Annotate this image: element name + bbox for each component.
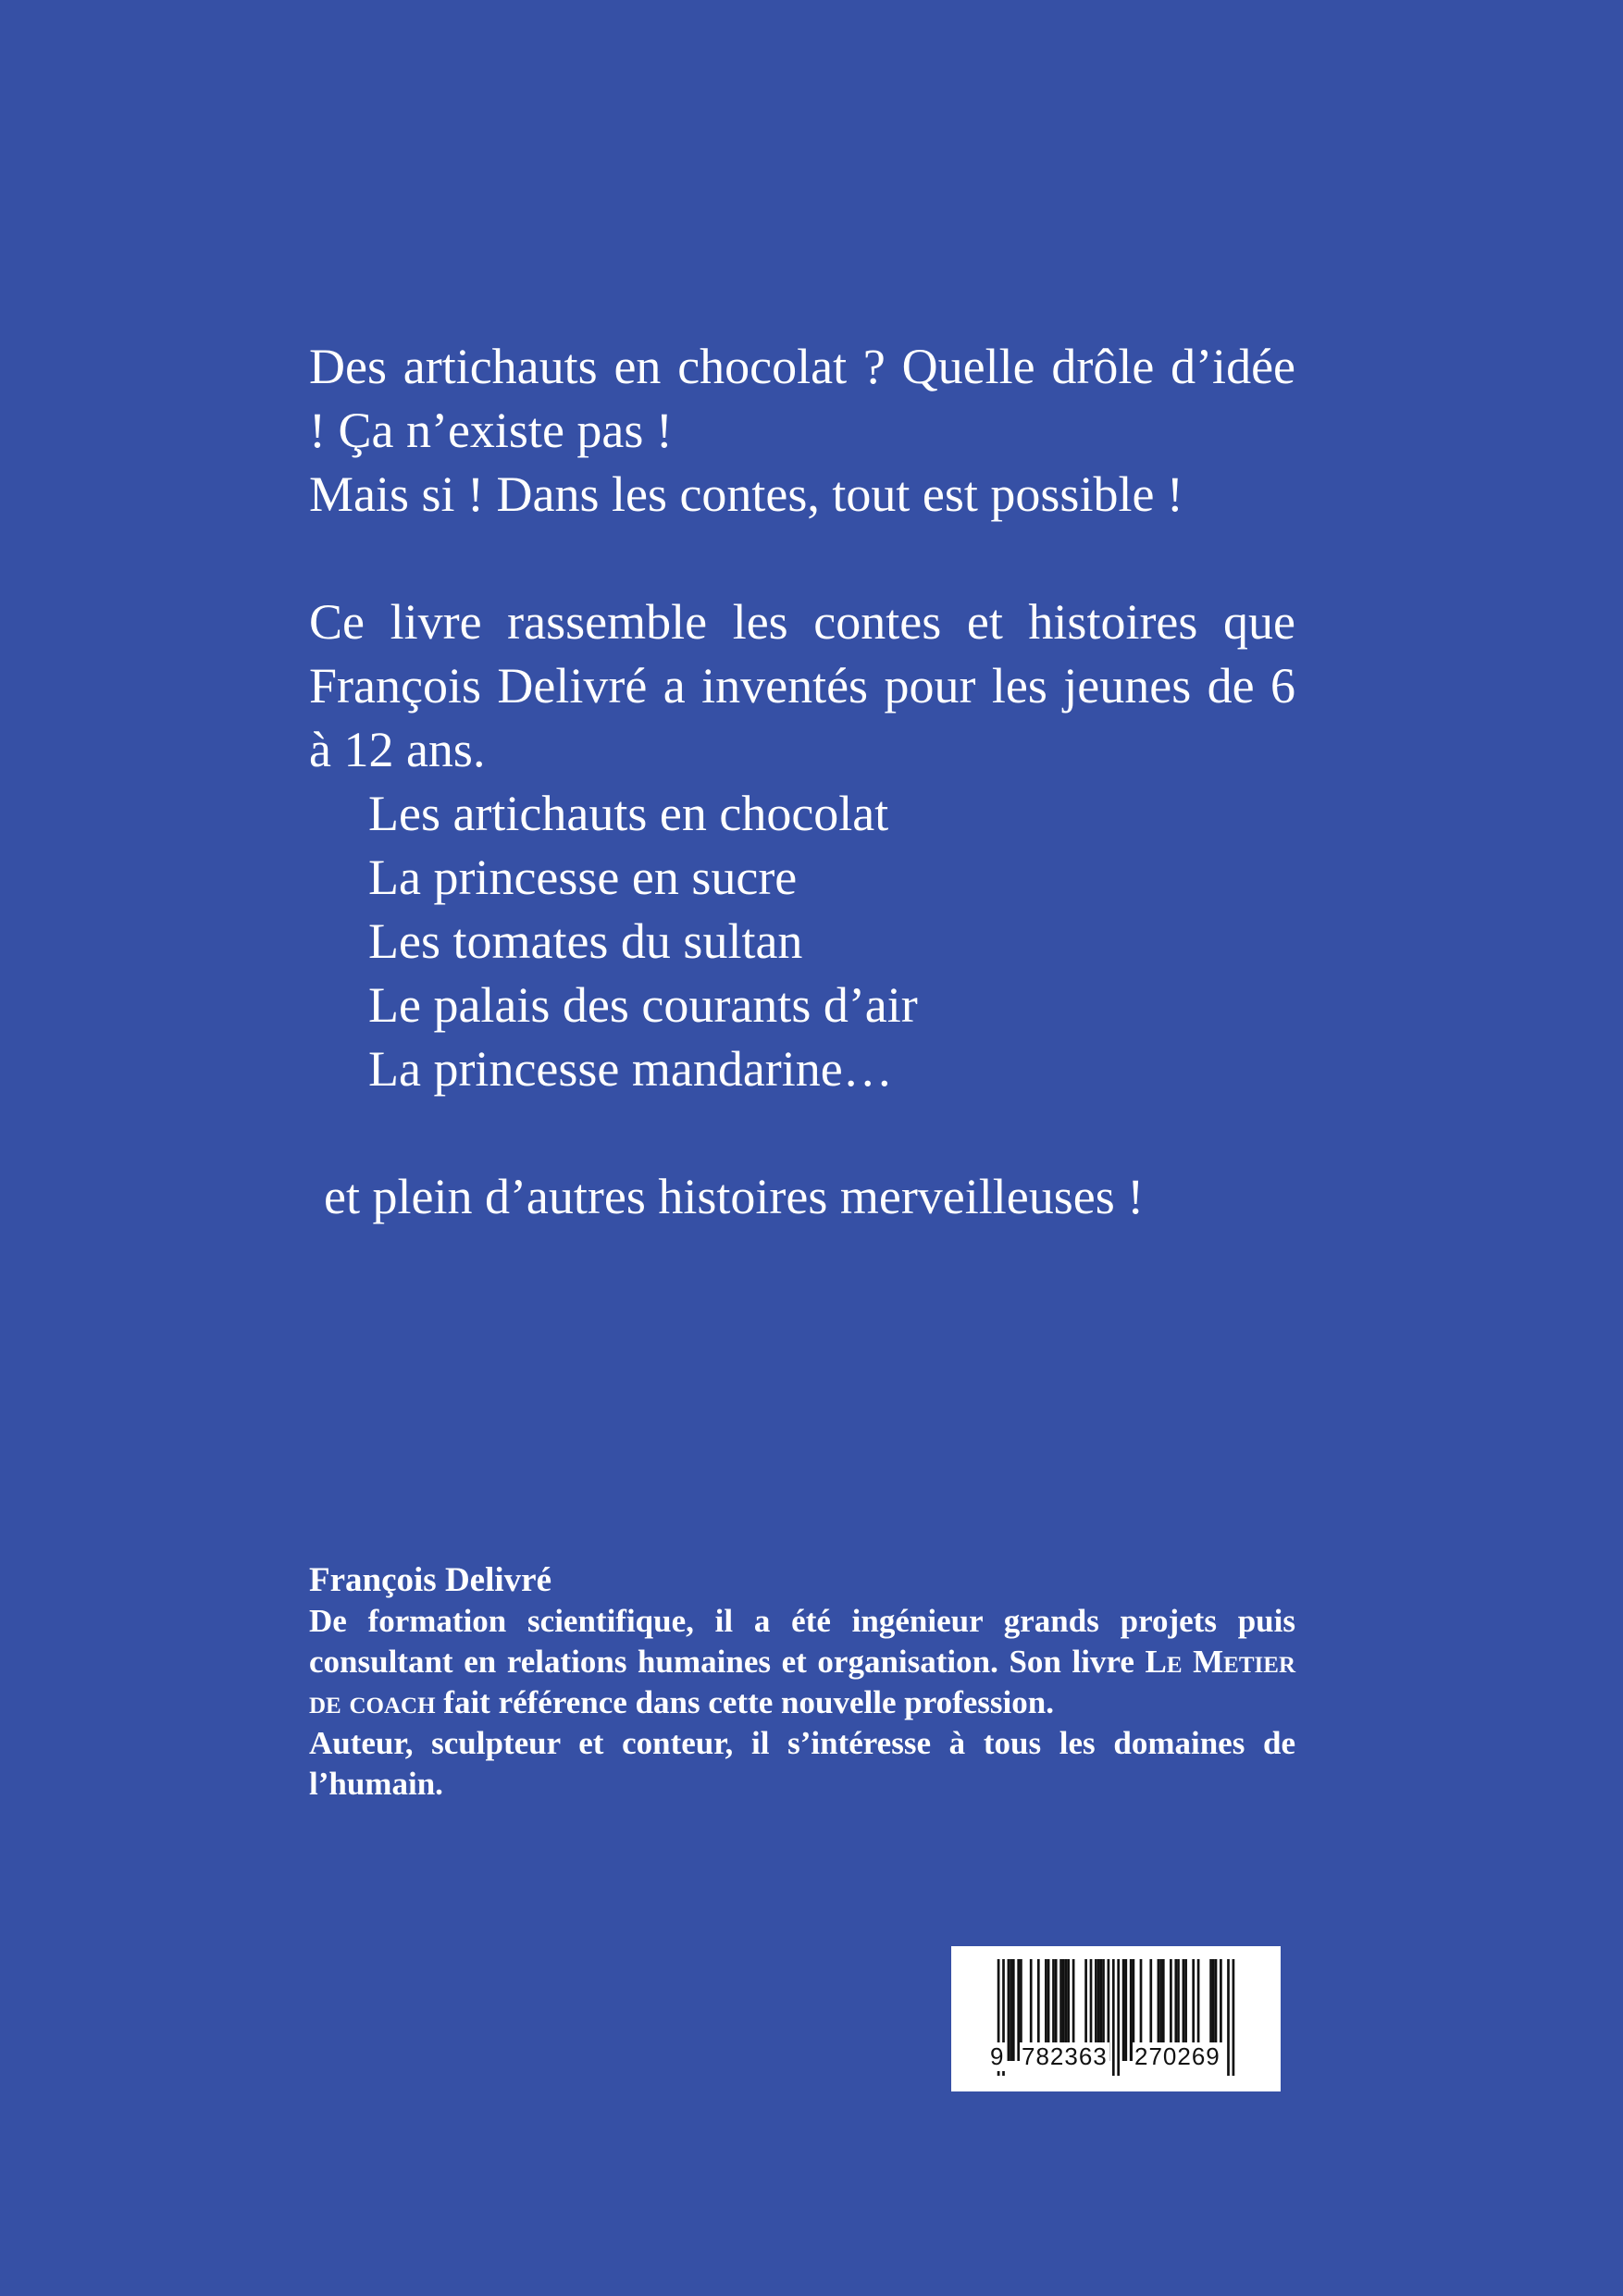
story-title: La princesse en sucre xyxy=(368,850,798,905)
author-bio xyxy=(309,1560,1295,1805)
blurb-collection: Ce livre rassemble les contes et histoires que François Delivré a inventés pour les jeunes de 6 à 12 ans. xyxy=(309,594,1295,777)
story-list xyxy=(309,782,1295,1101)
isbn-barcode xyxy=(951,1946,1281,2091)
story-title: La princesse mandarine… xyxy=(368,1041,893,1097)
back-cover-blurb xyxy=(309,335,1295,1229)
isbn-number xyxy=(951,2042,1281,2079)
isbn-first-digit: 9 xyxy=(990,2042,1005,2070)
story-title: Les artichauts en chocolat xyxy=(368,786,889,841)
story-title: Le palais des courants d’air xyxy=(368,977,918,1033)
author-bio-interests: Auteur, sculpteur et conteur, il s’intéresse à tous les domaines de l’humain. xyxy=(309,1725,1295,1802)
author-name: François Delivré xyxy=(309,1561,551,1599)
bio-text: fait référence dans cette nouvelle profession. xyxy=(435,1684,1054,1720)
paragraph-gap xyxy=(309,527,1295,590)
isbn-right-group: 270269 xyxy=(1134,2042,1220,2070)
blurb-closing: et plein d’autres histoires merveilleuses ! xyxy=(324,1169,1145,1224)
book-title: Le Metier de coach xyxy=(309,1644,1295,1720)
author-bio-career xyxy=(309,1601,1295,1723)
blurb-intro-answer: Mais si ! Dans les contes, tout est possible ! xyxy=(309,466,1183,522)
bio-text: De formation scientifique, il a été ingénieur grands projets puis consultant en relations humaines et organisation. Son livre xyxy=(309,1603,1295,1680)
story-title: Les tomates du sultan xyxy=(368,913,803,969)
isbn-left-group: 782363 xyxy=(1022,2042,1108,2070)
blurb-intro: Des artichauts en chocolat ? Quelle drôle d’idée ! Ça n’existe pas ! xyxy=(309,339,1295,458)
paragraph-gap xyxy=(309,1101,1295,1165)
